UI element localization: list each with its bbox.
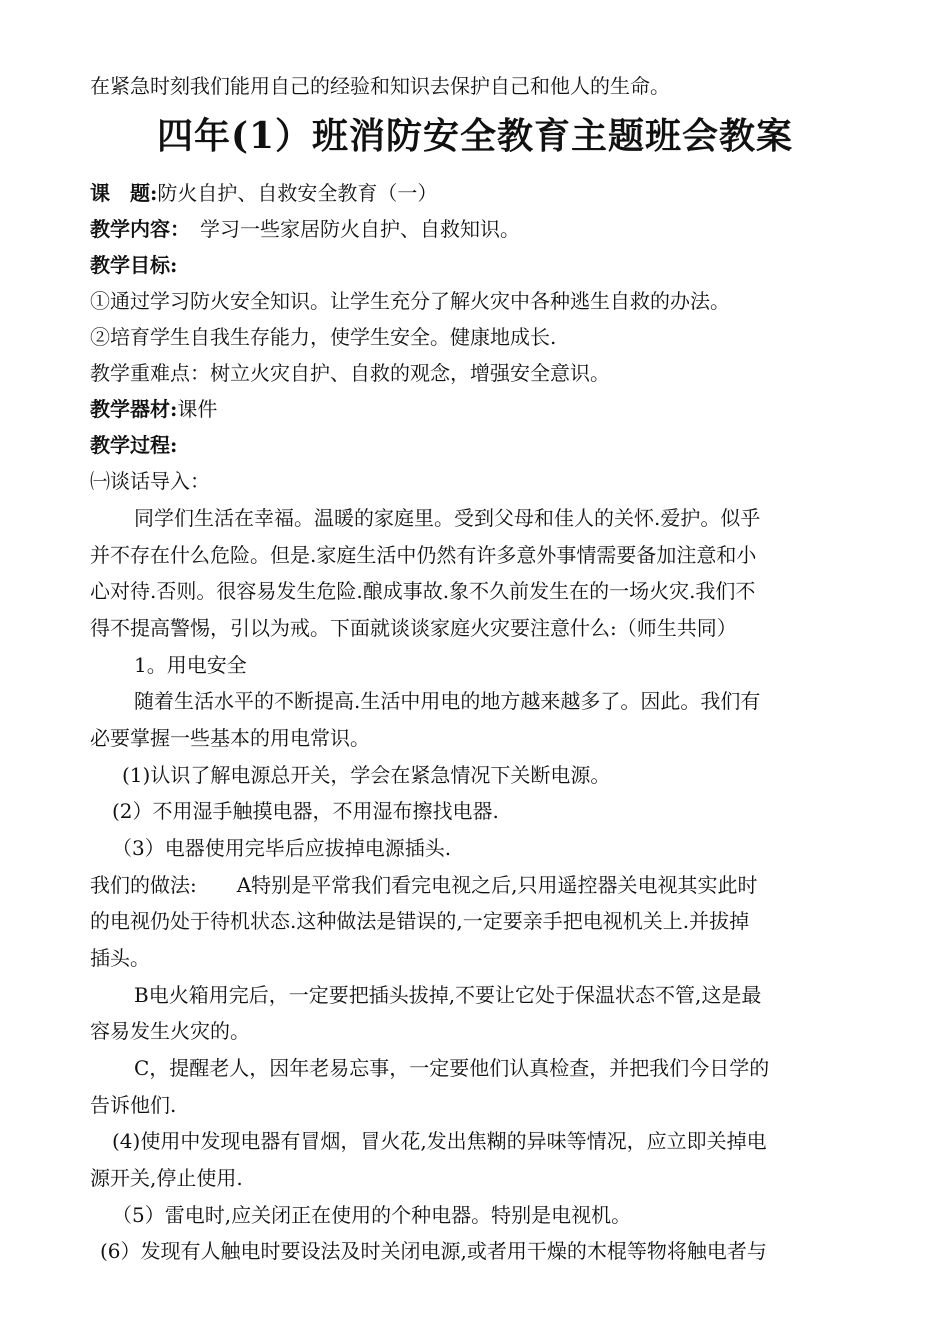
practice-a-line-1: 我们的做法: A特别是平常我们看完电视之后,只用遥控器关电视其实此时 <box>90 873 758 897</box>
content-label: 教学内容： <box>90 217 180 241</box>
section-heading-1: ㈠谈话导入： <box>90 469 210 493</box>
rule-4-line-2: 源开关,停止使用. <box>90 1166 243 1190</box>
rule-6: (6）发现有人触电时要设法及时关闭电源,或者用干燥的木棍等物将触电者与 <box>100 1239 767 1263</box>
topic-line <box>90 180 437 206</box>
key-points-line: 教学重难点：树立火灾自护、自救的观念，增强安全意识。 <box>90 361 610 385</box>
content-value: 学习一些家居防火自护、自救知识。 <box>180 217 520 241</box>
paragraph-1-line-2: 并不存在什么危险。但是.家庭生活中仍然有许多意外事情需要备加注意和小 <box>90 543 757 567</box>
practice-b-line-1: B电火箱用完后，一定要把插头拔掉,不要让它处于保温状态不管,这是最 <box>134 983 762 1007</box>
rule-4-line-1: (4)使用中发现电器有冒烟，冒火花,发出焦糊的异味等情况，应立即关掉电 <box>112 1129 767 1153</box>
intro-line: 在紧急时刻我们能用自己的经验和知识去保护自己和他人的生命。 <box>90 74 670 98</box>
process-label: 教学过程: <box>90 433 178 457</box>
goal-item-2: ②培育学生自我生存能力，使学生安全。健康地成长. <box>90 325 557 349</box>
materials-label: 教学器材: <box>90 397 178 421</box>
topic-value: 防火自护、自救安全教育（一） <box>157 181 438 205</box>
goal-item-1: ①通过学习防火安全知识。让学生充分了解火灾中各种逃生自救的办法。 <box>90 289 730 313</box>
rule-3: （3）电器使用完毕后应拔掉电源插头. <box>112 836 452 860</box>
paragraph-2-line-2: 必要掌握一些基本的用电常识。 <box>90 726 370 750</box>
item-heading-1: 1。用电安全 <box>134 653 247 677</box>
paragraph-2-line-1: 随着生活水平的不断提高.生活中用电的地方越来越多了。因此。我们有 <box>134 689 761 713</box>
topic-label: 课 题: <box>90 181 158 205</box>
materials-line <box>90 396 217 422</box>
content-line <box>90 216 520 242</box>
paragraph-1-line-3: 心对待.否则。很容易发生危险.酿成事故.象不久前发生在的一场火灾.我们不 <box>90 579 756 603</box>
rule-1: (1)认识了解电源总开关，学会在紧急情况下关断电源。 <box>122 763 611 787</box>
paragraph-1-line-1: 同学们生活在幸福。温暖的家庭里。受到父母和佳人的关怀.爱护。似乎 <box>134 506 761 530</box>
practice-a-line-3: 插头。 <box>90 946 150 970</box>
practice-c-line-2: 告诉他们. <box>90 1093 177 1117</box>
practice-a-line-2: 的电视仍处于待机状态.这种做法是错误的,一定要亲手把电视机关上.并拔掉 <box>90 909 750 933</box>
practice-b-line-2: 容易发生火灾的。 <box>90 1019 250 1043</box>
materials-value: 课件 <box>177 397 218 421</box>
rule-5: （5）雷电时,应关闭正在使用的个种电器。特别是电视机。 <box>112 1203 632 1227</box>
practice-c-line-1: C，提醒老人，因年老易忘事，一定要他们认真检查，并把我们今日学的 <box>134 1056 770 1080</box>
rule-2: (2）不用湿手触摸电器，不用湿布擦找电器. <box>112 799 499 823</box>
paragraph-1-line-4: 得不提高警惕，引以为戒。下面就谈谈家庭火灾要注意什么:（师生共同） <box>90 616 737 640</box>
page-title: 四年(1）班消防安全教育主题班会教案 <box>156 115 794 157</box>
goals-label: 教学目标: <box>90 253 178 277</box>
